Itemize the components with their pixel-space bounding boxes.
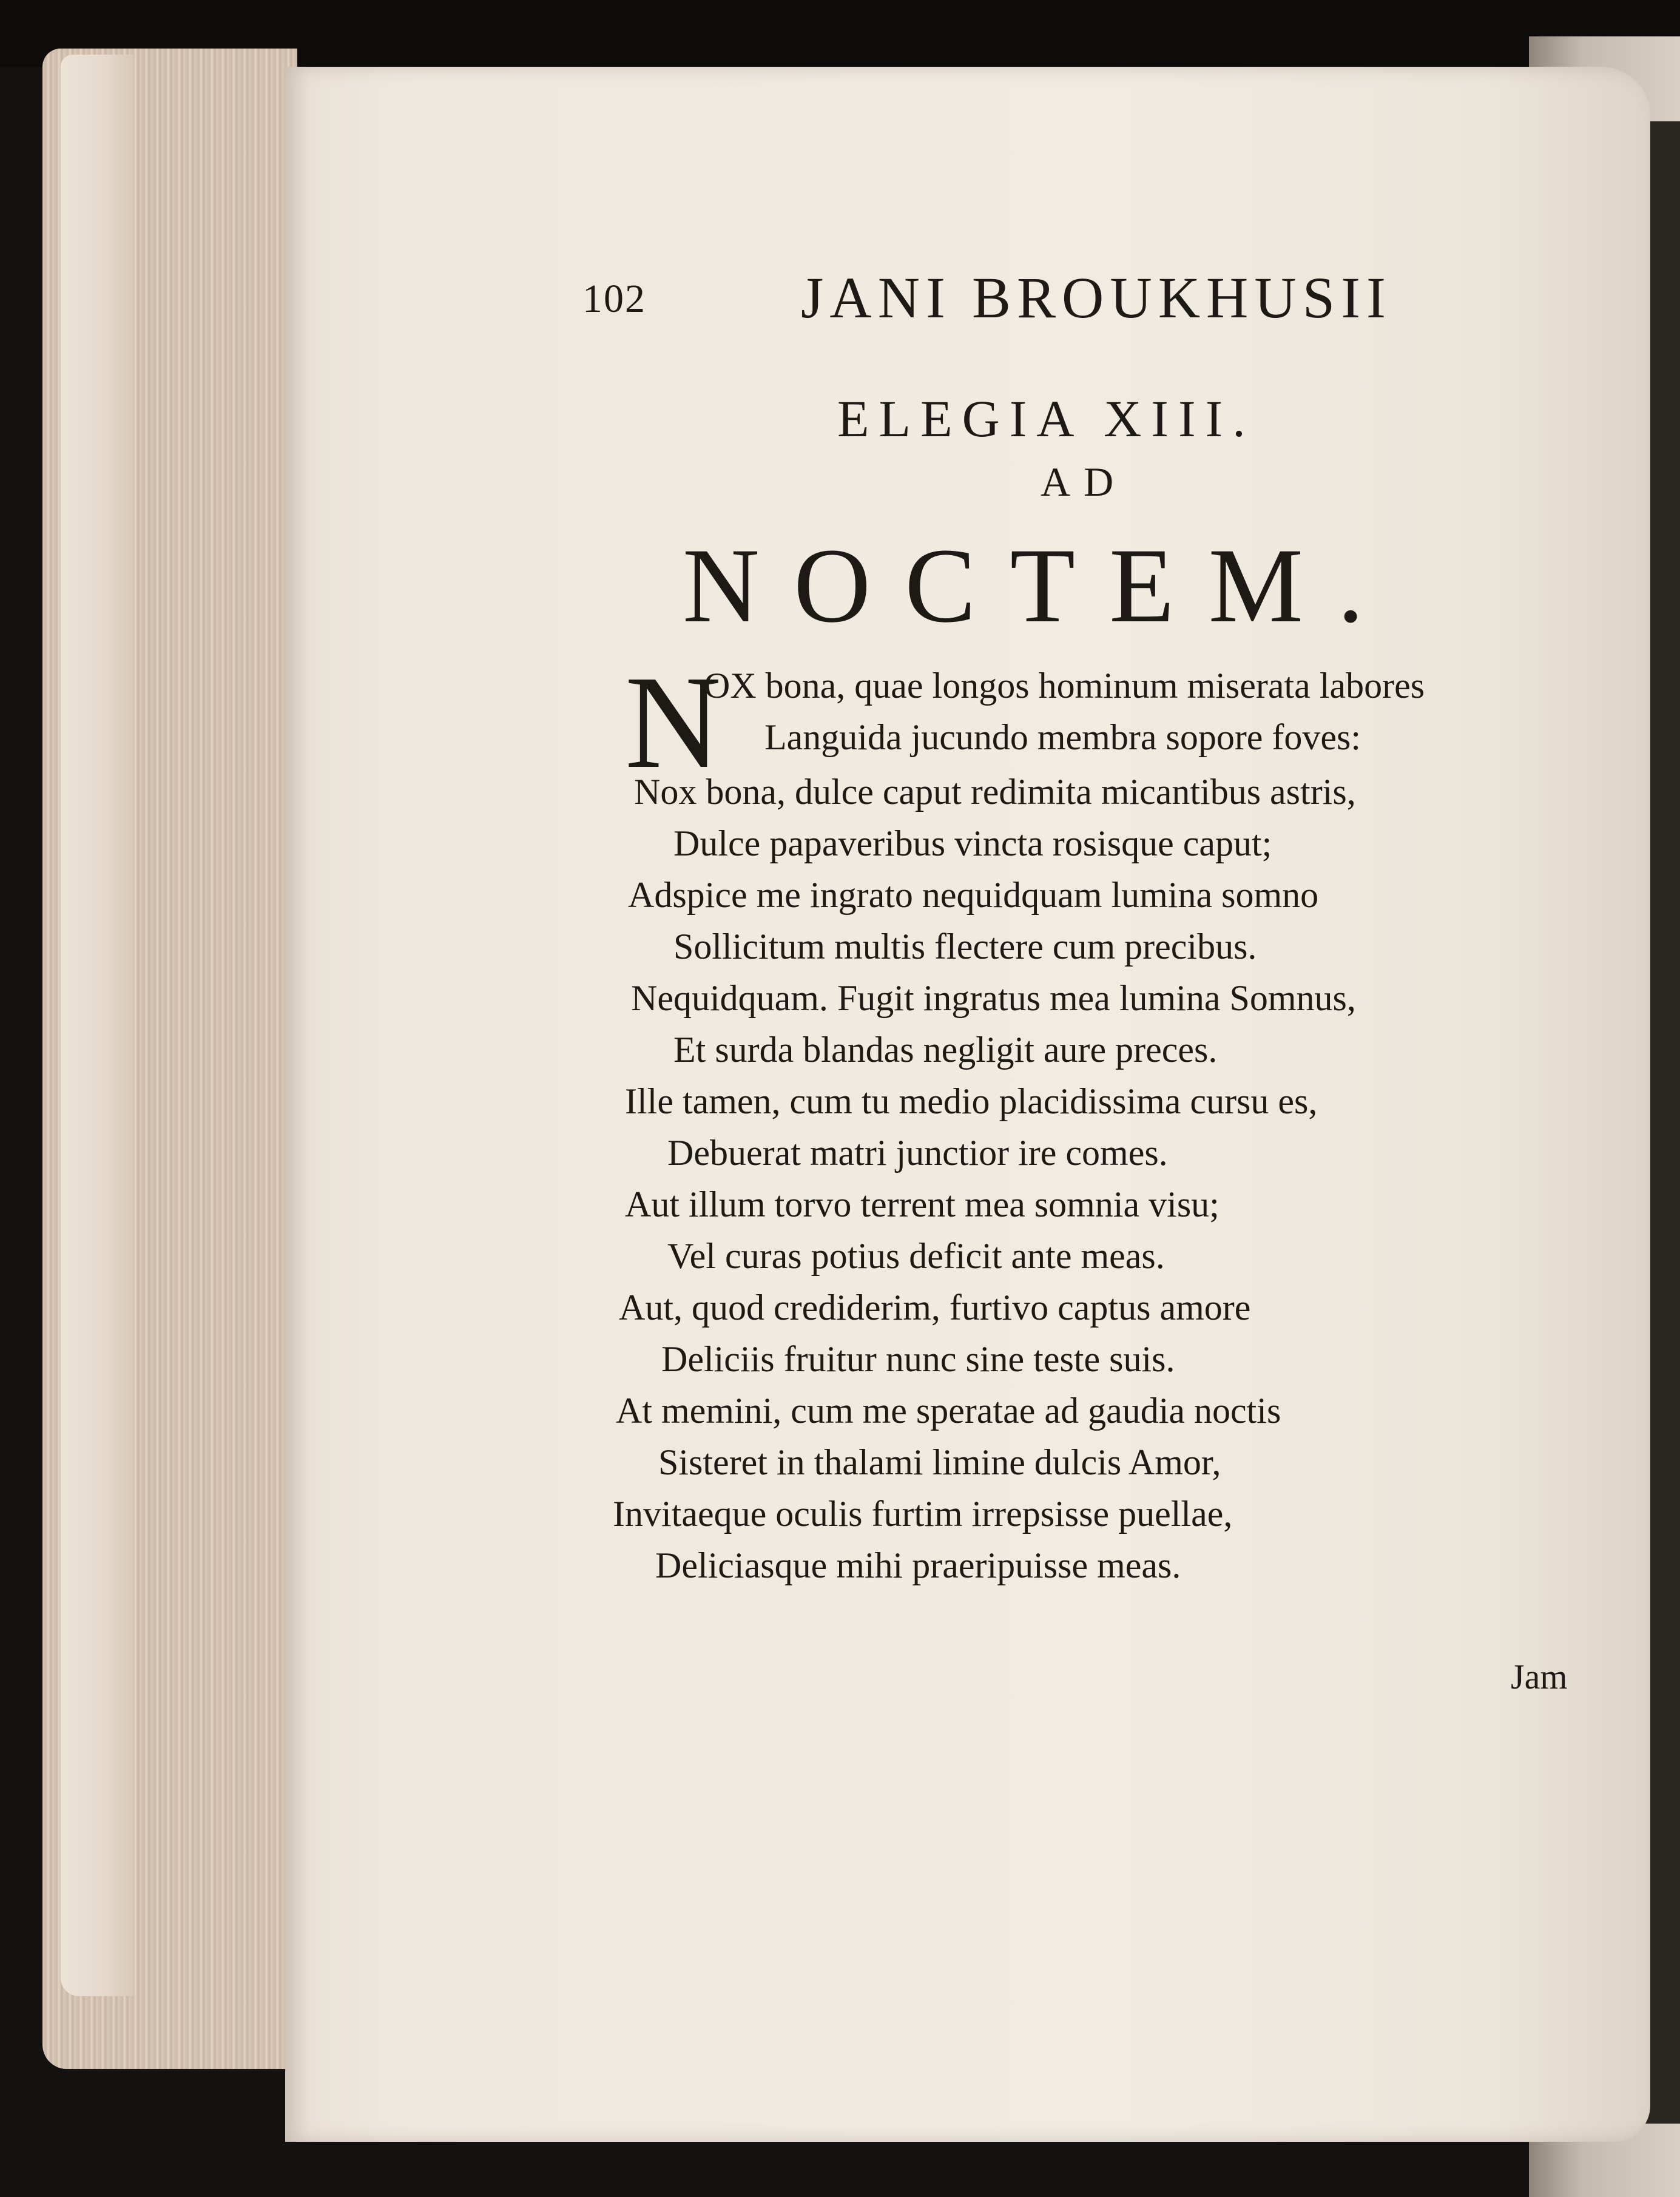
elegy-subheading: AD <box>1041 459 1127 505</box>
poem-line: Invitaeque oculis furtim irrepsisse puellae, <box>613 1494 1233 1534</box>
poem-line: Languida jucundo membra sopore foves: <box>764 717 1361 757</box>
poem-line: Sisteret in thalami limine dulcis Amor, <box>658 1442 1221 1482</box>
drop-cap: N <box>625 648 721 796</box>
poem-line: Sollicitum multis flectere cum precibus. <box>673 926 1257 967</box>
poem-text <box>613 648 1559 1669</box>
poem-line: Deliciis fruitur nunc sine teste suis. <box>661 1339 1175 1379</box>
poem-line: At memini, cum me speratae ad gaudia noctis <box>616 1391 1281 1431</box>
elegy-heading: ELEGIA XIII. <box>837 390 1255 448</box>
poem-line: Deliciasque mihi praeripuisse meas. <box>655 1545 1181 1585</box>
poem-line: Nequidquam. Fugit ingratus mea lumina Somnus, <box>631 978 1356 1018</box>
poem-line: Vel curas potius deficit ante meas. <box>667 1236 1165 1276</box>
poem-line: OX bona, quae longos hominum miserata labores <box>704 666 1425 706</box>
page-number: 102 <box>582 277 646 321</box>
catchword: Jam <box>1511 1657 1568 1696</box>
running-title: JANI BROUKHUSII <box>801 265 1392 330</box>
poem-line: Debuerat matri junctior ire comes. <box>667 1133 1168 1173</box>
poem-line: Ille tamen, cum tu medio placidissima cursu es, <box>625 1081 1318 1121</box>
elegy-title: NOCTEM. <box>683 527 1398 645</box>
flyleaf <box>61 55 133 1996</box>
poem-line: Nox bona, dulce caput redimita micantibus astris, <box>634 772 1356 812</box>
running-head <box>582 264 1402 331</box>
poem-line: Aut illum torvo terrent mea somnia visu; <box>625 1184 1220 1224</box>
poem-line: Et surda blandas negligit aure preces. <box>673 1030 1218 1070</box>
poem-line: Adspice me ingrato nequidquam lumina somno <box>628 875 1319 915</box>
poem-line: Aut, quod crediderim, furtivo captus amore <box>619 1287 1251 1328</box>
poem-line: Dulce papaveribus vincta rosisque caput; <box>673 823 1272 863</box>
